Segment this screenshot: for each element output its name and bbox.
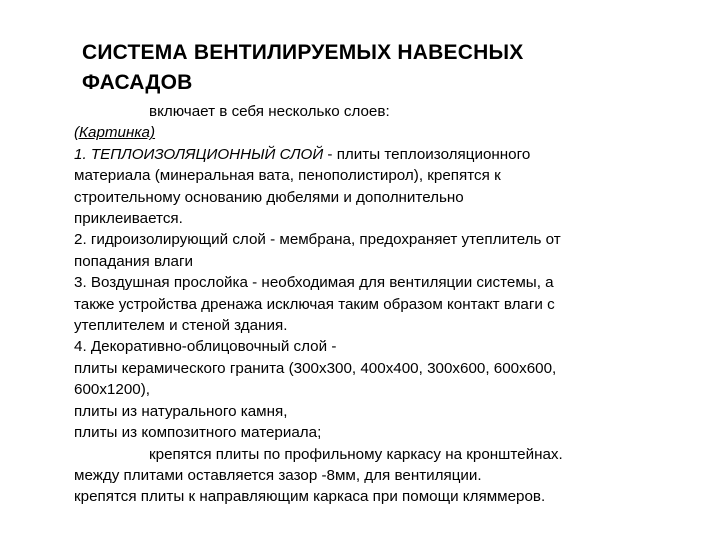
layer-1-description: - плиты теплоизоляционного: [323, 145, 531, 163]
layer-2-line-2: попадания влаги: [74, 252, 194, 270]
mounting-line-2: между плитами оставляется зазор -8мм, для вентиляции.: [74, 466, 482, 484]
layer-1-line-2: материала (минеральная вата, пенополистирол), крепятся к: [74, 167, 501, 185]
layer-3-line-2: также устройства дренажа исключая таким образом контакт влаги с: [74, 295, 555, 313]
mounting-line-1: крепятся плиты по профильному каркасу на кронштейнах.: [149, 445, 563, 463]
slide-title: [82, 38, 682, 98]
title-line-2: ФАСАДОВ: [82, 71, 193, 94]
layer-1-line-1: [74, 144, 674, 165]
mounting-line-3: крепятся плиты к направляющим каркаса при помощи кляммеров.: [74, 488, 546, 506]
layer-4-line-2: плиты керамического гранита (300х300, 400х400, 300х600, 600х600,: [74, 359, 557, 377]
layer-3-line-1: 3. Воздушная прослойка - необходимая для вентиляции системы, а: [74, 274, 554, 292]
layer-1-line-4: приклеивается.: [74, 210, 183, 228]
layer-4-line-5: плиты из композитного материала;: [74, 424, 322, 442]
layer-3-line-3: утеплителем и стеной здания.: [74, 317, 288, 335]
slide-body: [74, 101, 674, 508]
layer-2-line-1: 2. гидроизолирующий слой - мембрана, предохраняет утеплитель от: [74, 231, 561, 249]
title-line-1: СИСТЕМА ВЕНТИЛИРУЕМЫХ НАВЕСНЫХ: [82, 41, 524, 64]
layer-1-heading: 1. ТЕПЛОИЗОЛЯЦИОННЫЙ СЛОЙ: [74, 145, 324, 163]
picture-placeholder-label: (Картинка): [74, 124, 156, 142]
layer-4-line-4: плиты из натурального камня,: [74, 402, 288, 420]
layer-1-line-3: строительному основанию дюбелями и дополнительно: [74, 188, 464, 206]
layer-4-line-1: 4. Декоративно-облицовочный слой -: [74, 338, 337, 356]
intro-line: включает в себя несколько слоев:: [149, 103, 390, 120]
layer-4-line-3: 600х1200),: [74, 381, 150, 399]
